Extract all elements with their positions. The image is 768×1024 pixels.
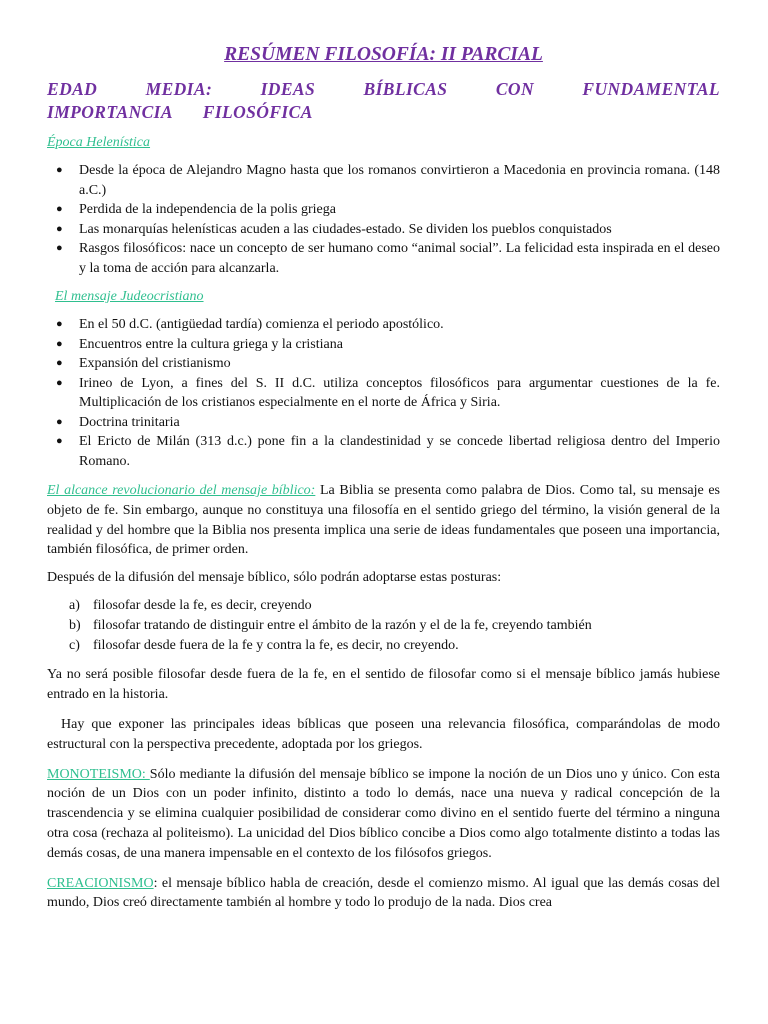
alcance-lead: El alcance revolucionario del mensaje bíblico: [47, 483, 316, 498]
bullet-icon: ● [56, 164, 63, 176]
posturas-list [47, 596, 720, 655]
alcance-paragraph [47, 481, 720, 560]
list-item: ● Doctrina trinitaria [47, 413, 720, 433]
creacionismo-paragraph [47, 874, 720, 914]
list-item: ● Encuentros entre la cultura griega y la cristiana [47, 335, 720, 355]
bullet-icon: ● [56, 222, 63, 235]
bullet-icon: ● [56, 337, 63, 350]
list-marker: a) [69, 597, 80, 613]
list-item: ● El Ericto de Milán (313 d.c.) pone fin a la clandestinidad y se concede libertad religiosa dentro del Imperio Romano. [56, 434, 720, 469]
list-item: ● Irineo de Lyon, a fines del S. II d.C. utiliza conceptos filosóficos para argumentar cuestiones de la fe. Multiplicación de los cristianos especialmente en el norte de África y Siria. [56, 375, 720, 410]
judeocristiano-list [47, 315, 720, 471]
list-marker: b) [69, 617, 81, 633]
list-item: ● En el 50 d.C. (antigüedad tardía) comienza el periodo apostólico. [47, 315, 720, 335]
section-heading-helenistica: Época Helenística [47, 135, 151, 150]
helenistica-list [47, 161, 720, 278]
list-item: b) filosofar tratando de distinguir entre el ámbito de la razón y el de la fe, creyendo también [47, 616, 720, 636]
list-item: ● Las monarquías helenísticas acuden a las ciudades-estado. Se dividen los pueblos conquistados [47, 220, 720, 240]
posturas-intro: Después de la difusión del mensaje bíblico, sólo podrán adoptarse estas posturas: [47, 570, 502, 586]
bullet-icon: ● [56, 318, 63, 330]
bullet-icon: ● [56, 415, 63, 428]
document-body [47, 42, 724, 913]
list-item: ● Perdida de la independencia de la polis griega [47, 200, 720, 220]
creacionismo-lead: CREACIONISMO [47, 875, 154, 891]
list-item: ● Expansión del cristianismo [47, 354, 720, 374]
monoteismo-text: Sólo mediante la difusión del mensaje bíblico se impone la noción de un Dios uno y único. Con esta noción de un Dios con un poder infinito, distinto a todo lo demás, nace una nueva y radical concepción de la trascendencia y se elimina cualquier posibilidad de considerar como divino en el sentido fuerte del término a ninguna otra cosa (rechaza al politeismo). La unicidad del Dios bíblico concibe a Dios como algo totalmente distinto a todas las demás cosas, de una manera impensable en el contexto de los filósofos griegos. [47, 766, 720, 861]
exponer-paragraph: Hay que exponer las principales ideas bíblicas que poseen una relevancia filosófica, comparándolas de modo estructural con la perspectiva precedente, adoptada por los griegos. [47, 716, 724, 752]
creacionismo-text: : el mensaje bíblico habla de creación, desde el comienzo mismo. Al igual que las demás cosas del mundo, Dios creó directamente también al hombre y todo lo produjo de la nada. Dios crea [47, 875, 720, 911]
list-marker: c) [69, 637, 80, 653]
section-heading-judeocristiano: El mensaje Judeocristiano [55, 289, 204, 304]
bullet-icon: ● [56, 435, 63, 447]
monoteismo-paragraph [47, 765, 720, 864]
list-item: c) filosofar desde fuera de la fe y contra la fe, es decir, no creyendo. [47, 636, 720, 656]
document-title: RESÚMEN FILOSOFÍA: II PARCIAL [224, 44, 543, 65]
monoteismo-lead: MONOTEISMO: [47, 766, 150, 782]
bullet-icon: ● [56, 203, 63, 215]
list-item: a) filosofar desde la fe, es decir, creyendo [47, 596, 720, 616]
bullet-icon: ● [56, 242, 63, 254]
document-subtitle: EDAD MEDIA: IDEAS BÍBLICAS CON FUNDAMENTAL IMPORTANCIA FILOSÓFICA [47, 79, 720, 122]
alcance-text: La Biblia se presenta como palabra de Dios. Como tal, su mensaje es objeto de fe. Sin embargo, aunque no constituya una filosofía en el sentido griego del término, la visión general de la realidad y del hombre que la Biblia nos presenta implica una serie de ideas fundamentales que poseen una importancia, también filosófica, de primer orden. [47, 483, 720, 558]
list-item: ● Rasgos filosóficos: nace un concepto de ser humano como “animal social”. La felicidad esta inspirada en el deseo y la toma de acción para alcanzarla. [56, 241, 720, 276]
bullet-icon: ● [56, 357, 63, 369]
list-item: ● Desde la época de Alejandro Magno hasta que los romanos convirtieron a Macedonia en provincia romana. (148 a.C.) [56, 163, 720, 198]
fuera-paragraph: Ya no será posible filosofar desde fuera de la fe, en el sentido de filosofar como si el mensaje bíblico jamás hubiese entrado en la historia. [47, 667, 720, 703]
bullet-icon: ● [56, 376, 63, 389]
